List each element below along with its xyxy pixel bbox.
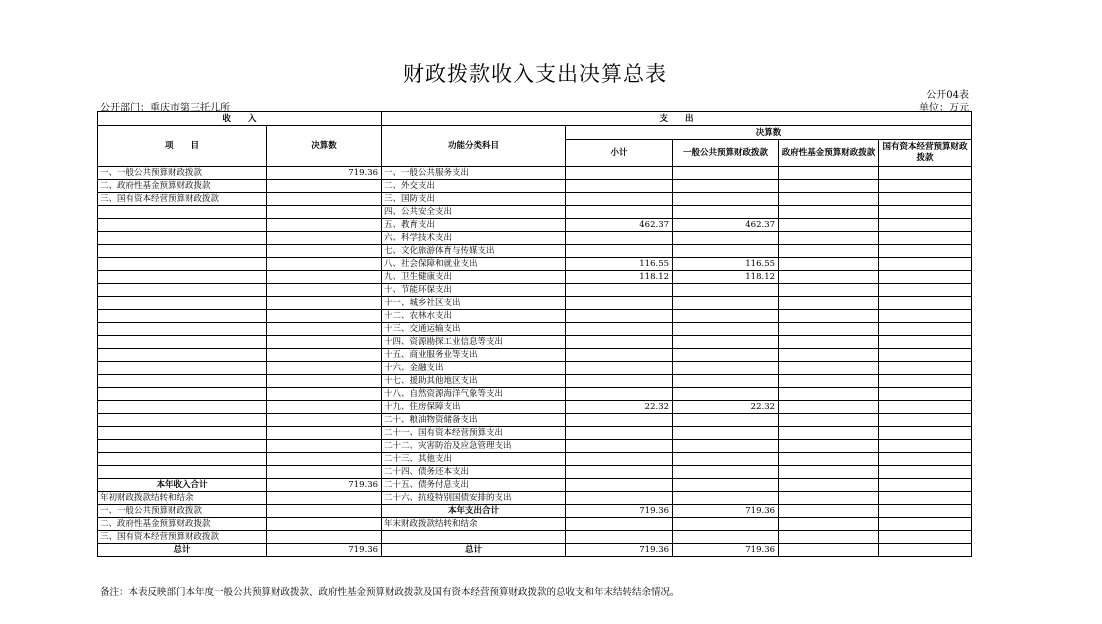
row-amount-cell (267, 232, 382, 245)
row-general-cell (673, 232, 779, 245)
row-capital-cell (879, 297, 972, 310)
row-subtotal-cell (566, 297, 673, 310)
row-capital-cell (879, 453, 972, 466)
row-general-cell (673, 375, 779, 388)
row-fund-cell (779, 362, 879, 375)
row-func-cell: 十一、城乡社区支出 (382, 297, 566, 310)
subtotal-header: 小计 (566, 140, 673, 167)
row-amount-cell (267, 414, 382, 427)
row-item-cell (98, 427, 267, 440)
row-fund-cell (779, 492, 879, 505)
row-func-cell: 一、一般公共服务支出 (382, 167, 566, 180)
row-capital-cell (879, 414, 972, 427)
row-item-cell (98, 375, 267, 388)
row-capital-cell (879, 466, 972, 479)
row-general-cell (673, 414, 779, 427)
row-item-cell: 年初财政拨款结转和结余 (98, 492, 267, 505)
row-fund-cell (779, 375, 879, 388)
row-subtotal-cell (566, 167, 673, 180)
row-fund-cell (779, 284, 879, 297)
row-amount-cell (267, 388, 382, 401)
table-row (98, 401, 972, 414)
row-amount-cell: 719.36 (267, 544, 382, 557)
row-general-cell (673, 531, 779, 544)
row-capital-cell (879, 271, 972, 284)
table-row (98, 362, 972, 375)
row-item-cell (98, 466, 267, 479)
budget-summary-table (97, 111, 972, 557)
row-fund-cell (779, 388, 879, 401)
row-capital-cell (879, 492, 972, 505)
row-amount-cell (267, 193, 382, 206)
row-amount-cell (267, 531, 382, 544)
table-row (98, 427, 972, 440)
row-item-cell: 三、国有资本经营预算财政拨款 (98, 193, 267, 206)
row-capital-cell (879, 375, 972, 388)
row-fund-cell (779, 518, 879, 531)
row-amount-cell (267, 323, 382, 336)
row-subtotal-cell (566, 245, 673, 258)
department-label: 公开部门：重庆市第三托儿所 (100, 103, 230, 114)
table-row (98, 466, 972, 479)
row-func-cell: 二十五、债务付息支出 (382, 479, 566, 492)
row-func-cell: 十、节能环保支出 (382, 284, 566, 297)
row-func-cell: 十二、农林水支出 (382, 310, 566, 323)
row-subtotal-cell (566, 388, 673, 401)
table-row (98, 479, 972, 492)
row-amount-cell (267, 219, 382, 232)
table-row (98, 219, 972, 232)
row-fund-cell (779, 245, 879, 258)
row-general-cell: 462.37 (673, 219, 779, 232)
row-amount-cell (267, 297, 382, 310)
row-subtotal-cell (566, 479, 673, 492)
row-amount-cell (267, 206, 382, 219)
row-capital-cell (879, 544, 972, 557)
row-fund-cell (779, 232, 879, 245)
row-item-cell: 二、政府性基金预算财政拨款 (98, 180, 267, 193)
row-subtotal-cell: 116.55 (566, 258, 673, 271)
row-subtotal-cell (566, 427, 673, 440)
row-subtotal-cell: 719.36 (566, 544, 673, 557)
row-fund-cell (779, 258, 879, 271)
row-item-cell (98, 245, 267, 258)
row-fund-cell (779, 206, 879, 219)
func-class-header: 功能分类科目 (382, 126, 566, 167)
row-fund-cell (779, 440, 879, 453)
row-item-cell (98, 414, 267, 427)
row-item-cell (98, 336, 267, 349)
row-subtotal-cell (566, 310, 673, 323)
row-subtotal-cell (566, 336, 673, 349)
row-item-cell: 一、一般公共预算财政拨款 (98, 505, 267, 518)
row-general-cell: 118.12 (673, 271, 779, 284)
income-header: 收 入 (98, 112, 382, 126)
row-fund-cell (779, 219, 879, 232)
row-general-cell (673, 297, 779, 310)
row-general-cell (673, 479, 779, 492)
row-func-cell: 五、教育支出 (382, 219, 566, 232)
row-amount-cell (267, 518, 382, 531)
row-func-cell: 四、公共安全支出 (382, 206, 566, 219)
table-row (98, 505, 972, 518)
row-func-cell: 十八、自然资源海洋气象等支出 (382, 388, 566, 401)
row-item-cell (98, 440, 267, 453)
table-row (98, 544, 972, 557)
row-general-cell (673, 310, 779, 323)
row-subtotal-cell (566, 375, 673, 388)
table-row (98, 349, 972, 362)
row-capital-cell (879, 440, 972, 453)
page-title: 财政拨款收入支出决算总表 (403, 62, 667, 86)
row-fund-cell (779, 271, 879, 284)
row-subtotal-cell (566, 453, 673, 466)
row-func-cell: 二十一、国有资本经营预算支出 (382, 427, 566, 440)
unit-label: 单位：万元 (919, 103, 969, 114)
row-item-cell: 二、政府性基金预算财政拨款 (98, 518, 267, 531)
row-amount-cell (267, 284, 382, 297)
row-subtotal-cell (566, 349, 673, 362)
row-capital-cell (879, 427, 972, 440)
row-item-cell (98, 349, 267, 362)
row-item-cell (98, 219, 267, 232)
row-capital-cell (879, 401, 972, 414)
row-fund-cell (779, 193, 879, 206)
row-subtotal-cell: 22.32 (566, 401, 673, 414)
row-func-cell: 九、卫生健康支出 (382, 271, 566, 284)
row-subtotal-cell (566, 193, 673, 206)
row-subtotal-cell: 719.36 (566, 505, 673, 518)
row-func-cell: 八、社会保障和就业支出 (382, 258, 566, 271)
row-general-cell: 22.32 (673, 401, 779, 414)
row-subtotal-cell (566, 362, 673, 375)
row-fund-cell (779, 297, 879, 310)
table-row (98, 453, 972, 466)
row-capital-cell (879, 206, 972, 219)
row-item-cell (98, 271, 267, 284)
row-amount-cell: 719.36 (267, 479, 382, 492)
row-item-cell (98, 206, 267, 219)
row-amount-cell (267, 401, 382, 414)
row-amount-cell (267, 310, 382, 323)
row-subtotal-cell (566, 518, 673, 531)
row-item-cell (98, 232, 267, 245)
row-capital-cell (879, 505, 972, 518)
row-fund-cell (779, 544, 879, 557)
row-func-cell: 年末财政拨款结转和结余 (382, 518, 566, 531)
row-subtotal-cell (566, 284, 673, 297)
row-fund-cell (779, 310, 879, 323)
row-subtotal-cell (566, 531, 673, 544)
row-amount-cell (267, 349, 382, 362)
final-amount-header: 决算数 (566, 126, 972, 140)
row-capital-cell (879, 219, 972, 232)
row-func-cell (382, 531, 566, 544)
gov-fund-header: 政府性基金预算财政拨款 (779, 140, 879, 167)
row-general-cell (673, 245, 779, 258)
table-row (98, 180, 972, 193)
table-row (98, 440, 972, 453)
row-fund-cell (779, 427, 879, 440)
row-func-cell: 总计 (382, 544, 566, 557)
row-fund-cell (779, 531, 879, 544)
row-general-cell (673, 284, 779, 297)
row-func-cell: 二十、粮油物资储备支出 (382, 414, 566, 427)
row-amount-cell (267, 245, 382, 258)
row-func-cell: 十三、交通运输支出 (382, 323, 566, 336)
row-amount-cell: 719.36 (267, 167, 382, 180)
row-amount-cell (267, 505, 382, 518)
row-fund-cell (779, 479, 879, 492)
row-item-cell: 一、一般公共预算财政拨款 (98, 167, 267, 180)
row-capital-cell (879, 518, 972, 531)
row-amount-cell (267, 453, 382, 466)
row-item-cell (98, 297, 267, 310)
footnote: 备注：本表反映部门本年度一般公共预算财政拨款、政府性基金预算财政拨款及国有资本经营预算财政拨款的总收支和年末结转结余情况。 (100, 587, 680, 598)
row-general-cell (673, 336, 779, 349)
row-general-cell (673, 518, 779, 531)
row-item-cell: 总计 (98, 544, 267, 557)
row-item-cell (98, 362, 267, 375)
table-row (98, 284, 972, 297)
table-row (98, 167, 972, 180)
row-general-cell (673, 440, 779, 453)
table-row (98, 375, 972, 388)
row-capital-cell (879, 284, 972, 297)
row-item-cell (98, 388, 267, 401)
row-general-cell (673, 349, 779, 362)
row-func-cell: 十四、资源勘探工业信息等支出 (382, 336, 566, 349)
table-row (98, 245, 972, 258)
row-capital-cell (879, 336, 972, 349)
row-capital-cell (879, 180, 972, 193)
table-row (98, 310, 972, 323)
table-row (98, 388, 972, 401)
row-subtotal-cell (566, 492, 673, 505)
row-subtotal-cell: 118.12 (566, 271, 673, 284)
table-row (98, 492, 972, 505)
row-general-cell (673, 362, 779, 375)
row-capital-cell (879, 479, 972, 492)
amount-header: 决算数 (267, 126, 382, 167)
row-item-cell (98, 258, 267, 271)
row-amount-cell (267, 271, 382, 284)
row-fund-cell (779, 323, 879, 336)
row-general-cell (673, 466, 779, 479)
row-fund-cell (779, 414, 879, 427)
item-header: 项 目 (98, 126, 267, 167)
table-row (98, 232, 972, 245)
row-subtotal-cell (566, 180, 673, 193)
row-capital-cell (879, 323, 972, 336)
row-subtotal-cell (566, 414, 673, 427)
row-fund-cell (779, 180, 879, 193)
row-general-cell: 116.55 (673, 258, 779, 271)
row-capital-cell (879, 362, 972, 375)
table-row (98, 518, 972, 531)
row-fund-cell (779, 349, 879, 362)
table-row (98, 193, 972, 206)
table-row (98, 258, 972, 271)
row-general-cell (673, 193, 779, 206)
row-amount-cell (267, 375, 382, 388)
row-amount-cell (267, 466, 382, 479)
row-fund-cell (779, 505, 879, 518)
row-fund-cell (779, 453, 879, 466)
row-amount-cell (267, 362, 382, 375)
row-func-cell: 二十二、灾害防治及应急管理支出 (382, 440, 566, 453)
table-row (98, 206, 972, 219)
row-amount-cell (267, 336, 382, 349)
table-row (98, 323, 972, 336)
table-row (98, 414, 972, 427)
row-amount-cell (267, 440, 382, 453)
row-func-cell: 十九、住房保障支出 (382, 401, 566, 414)
row-capital-cell (879, 258, 972, 271)
row-func-cell: 七、文化旅游体育与传媒支出 (382, 245, 566, 258)
row-item-cell (98, 453, 267, 466)
row-item-cell: 本年收入合计 (98, 479, 267, 492)
row-general-cell (673, 167, 779, 180)
row-item-cell (98, 323, 267, 336)
row-amount-cell (267, 427, 382, 440)
form-number: 公开04表 (926, 90, 969, 101)
row-func-cell: 二十四、债务还本支出 (382, 466, 566, 479)
row-subtotal-cell (566, 466, 673, 479)
row-subtotal-cell: 462.37 (566, 219, 673, 232)
row-func-cell: 二十六、抗疫特别国债安排的支出 (382, 492, 566, 505)
row-amount-cell (267, 180, 382, 193)
row-general-cell (673, 453, 779, 466)
table-row (98, 336, 972, 349)
row-item-cell (98, 284, 267, 297)
table-row (98, 271, 972, 284)
row-general-cell: 719.36 (673, 505, 779, 518)
row-amount-cell (267, 258, 382, 271)
row-func-cell: 二十三、其他支出 (382, 453, 566, 466)
row-fund-cell (779, 336, 879, 349)
row-subtotal-cell (566, 323, 673, 336)
row-subtotal-cell (566, 206, 673, 219)
row-item-cell (98, 310, 267, 323)
row-capital-cell (879, 310, 972, 323)
row-item-cell (98, 401, 267, 414)
row-capital-cell (879, 167, 972, 180)
row-capital-cell (879, 349, 972, 362)
row-capital-cell (879, 531, 972, 544)
row-subtotal-cell (566, 232, 673, 245)
row-func-cell: 六、科学技术支出 (382, 232, 566, 245)
row-capital-cell (879, 388, 972, 401)
row-general-cell (673, 323, 779, 336)
table-row (98, 297, 972, 310)
row-func-cell: 本年支出合计 (382, 505, 566, 518)
row-item-cell: 三、国有资本经营预算财政拨款 (98, 531, 267, 544)
row-general-cell (673, 206, 779, 219)
row-func-cell: 十七、援助其他地区支出 (382, 375, 566, 388)
general-budget-header: 一般公共预算财政拨款 (673, 140, 779, 167)
row-capital-cell (879, 245, 972, 258)
row-general-cell: 719.36 (673, 544, 779, 557)
row-capital-cell (879, 232, 972, 245)
row-func-cell: 十六、金融支出 (382, 362, 566, 375)
row-capital-cell (879, 193, 972, 206)
row-func-cell: 二、外交支出 (382, 180, 566, 193)
row-subtotal-cell (566, 440, 673, 453)
row-func-cell: 十五、商业服务业等支出 (382, 349, 566, 362)
state-capital-header: 国有资本经营预算财政拨款 (879, 140, 972, 167)
row-fund-cell (779, 401, 879, 414)
row-general-cell (673, 388, 779, 401)
row-general-cell (673, 427, 779, 440)
row-general-cell (673, 180, 779, 193)
row-fund-cell (779, 466, 879, 479)
row-fund-cell (779, 167, 879, 180)
row-func-cell: 三、国防支出 (382, 193, 566, 206)
expense-header: 支 出 (382, 112, 972, 126)
row-amount-cell (267, 492, 382, 505)
row-general-cell (673, 492, 779, 505)
table-row (98, 531, 972, 544)
